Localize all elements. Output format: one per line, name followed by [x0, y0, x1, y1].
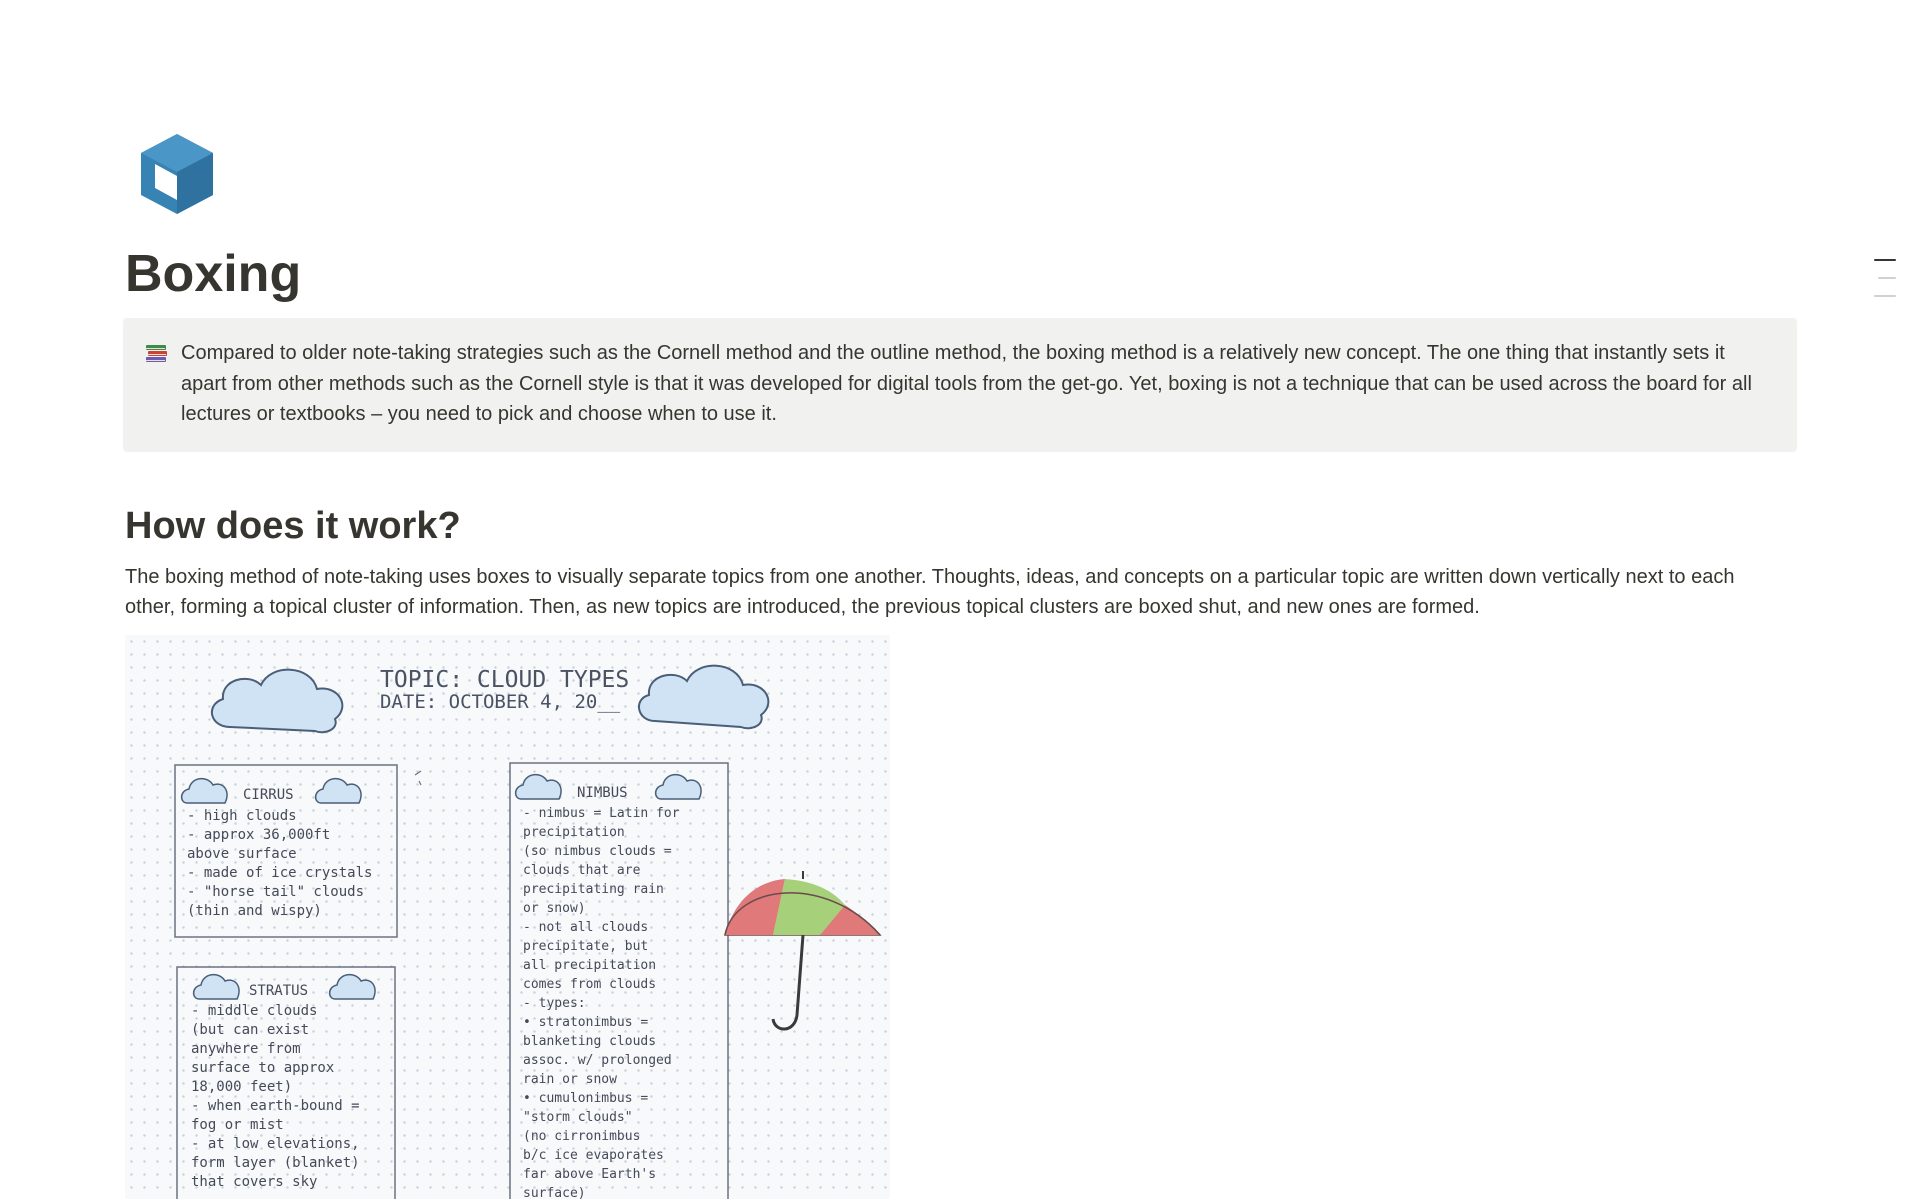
boxing-notes-drawing — [125, 635, 890, 1199]
sketch-topic: TOPIC: CLOUD TYPES — [380, 667, 630, 693]
svg-text:18,000 feet): 18,000 feet) — [191, 1079, 293, 1095]
svg-text:fog or mist: fog or mist — [191, 1117, 284, 1133]
svg-text:• stratonimbus =: • stratonimbus = — [523, 1015, 649, 1030]
stratus-title: STRATUS — [249, 983, 309, 999]
svg-text:form layer (blanket): form layer (blanket) — [191, 1155, 360, 1171]
svg-text:- not all clouds: - not all clouds — [523, 920, 649, 935]
toc-entry-3[interactable] — [1874, 295, 1896, 297]
svg-text:(no cirronimbus: (no cirronimbus — [523, 1129, 641, 1144]
svg-text:(but can exist: (but can exist — [191, 1022, 310, 1038]
svg-text:blanketing clouds: blanketing clouds — [523, 1034, 657, 1049]
svg-text:comes from clouds: comes from clouds — [523, 977, 657, 992]
boxing-notes-image[interactable] — [125, 635, 890, 1199]
svg-text:b/c ice evaporates: b/c ice evaporates — [523, 1148, 664, 1163]
cloud-icon — [182, 779, 227, 803]
cloud-icon — [316, 779, 361, 803]
svg-text:- nimbus = Latin for: - nimbus = Latin for — [523, 806, 680, 821]
cirrus-lines — [187, 808, 372, 919]
table-of-contents[interactable] — [1874, 259, 1896, 313]
svg-text:- at low elevations,: - at low elevations, — [191, 1136, 360, 1152]
svg-text:assoc. w/ prolonged: assoc. w/ prolonged — [523, 1053, 672, 1068]
toc-entry-2[interactable] — [1878, 277, 1896, 279]
box-cube-icon[interactable] — [131, 128, 223, 220]
svg-text:precipitating rain: precipitating rain — [523, 882, 664, 897]
sketch-mark — [415, 771, 421, 785]
svg-text:- approx 36,000ft: - approx 36,000ft — [187, 827, 331, 843]
svg-text:far above Earth's: far above Earth's — [523, 1167, 657, 1182]
cloud-icon — [194, 975, 239, 999]
svg-text:(thin and wispy): (thin and wispy) — [187, 903, 322, 919]
section-heading[interactable]: How does it work? — [125, 504, 461, 547]
svg-text:- high clouds: - high clouds — [187, 808, 297, 824]
cloud-icon — [656, 775, 701, 799]
svg-text:anywhere from: anywhere from — [191, 1041, 301, 1057]
toc-entry-1[interactable] — [1874, 259, 1896, 261]
svg-text:- "horse tail" clouds: - "horse tail" clouds — [187, 884, 365, 900]
cloud-icon — [330, 975, 375, 999]
svg-text:precipitation: precipitation — [523, 825, 625, 840]
cloud-icon — [212, 670, 342, 733]
sketch-date: DATE: OCTOBER 4, 20__ — [380, 691, 621, 713]
svg-text:above surface: above surface — [187, 846, 297, 862]
svg-text:- made of ice crystals: - made of ice crystals — [187, 865, 373, 881]
page-content — [125, 128, 1800, 623]
section-paragraph[interactable]: The boxing method of note-taking uses boxes to visually separate topics from one another. Thoughts, ideas, and concepts on a particular topic are written down vertically next to each other, forming a topical cluster of information. Then, as new topics are introduced, the previous topical clusters are boxed shut, and new ones are formed. — [125, 565, 1735, 618]
nimbus-title: NIMBUS — [577, 785, 628, 801]
svg-text:• cumulonimbus =: • cumulonimbus = — [523, 1091, 649, 1106]
svg-text:rain or snow: rain or snow — [523, 1072, 617, 1087]
nimbus-lines — [523, 806, 680, 1199]
stratus-lines — [191, 1003, 360, 1190]
books-emoji-icon — [143, 340, 171, 368]
page-title[interactable]: Boxing — [125, 245, 302, 303]
svg-text:surface): surface) — [523, 1186, 586, 1199]
svg-text:that covers sky: that covers sky — [191, 1174, 318, 1190]
umbrella-icon — [725, 871, 880, 1029]
svg-text:precipitate, but: precipitate, but — [523, 939, 649, 954]
svg-text:(so nimbus clouds =: (so nimbus clouds = — [523, 844, 672, 859]
cirrus-title: CIRRUS — [243, 787, 294, 803]
svg-text:or snow): or snow) — [523, 901, 586, 916]
svg-text:clouds that are: clouds that are — [523, 863, 641, 878]
svg-text:- when earth-bound =: - when earth-bound = — [191, 1098, 360, 1114]
callout-text[interactable]: Compared to older note-taking strategies such as the Cornell method and the outline method, the boxing method is a relatively new concept. The one thing that instantly sets it apart from other methods such as the Cornell style is that it was developed for digital tools from the get-go. Yet, boxing is not a technique that can be used across the board for all lectures or textbooks – you need to pick and choose when to use it. — [181, 342, 1752, 425]
svg-text:"storm clouds": "storm clouds" — [523, 1110, 633, 1125]
callout-block[interactable] — [123, 318, 1797, 452]
cloud-icon — [516, 775, 561, 799]
svg-text:- types:: - types: — [523, 996, 586, 1011]
cloud-icon — [639, 666, 768, 729]
svg-text:all precipitation: all precipitation — [523, 958, 657, 973]
svg-text:surface to approx: surface to approx — [191, 1060, 335, 1076]
svg-text:- middle clouds: - middle clouds — [191, 1003, 318, 1019]
